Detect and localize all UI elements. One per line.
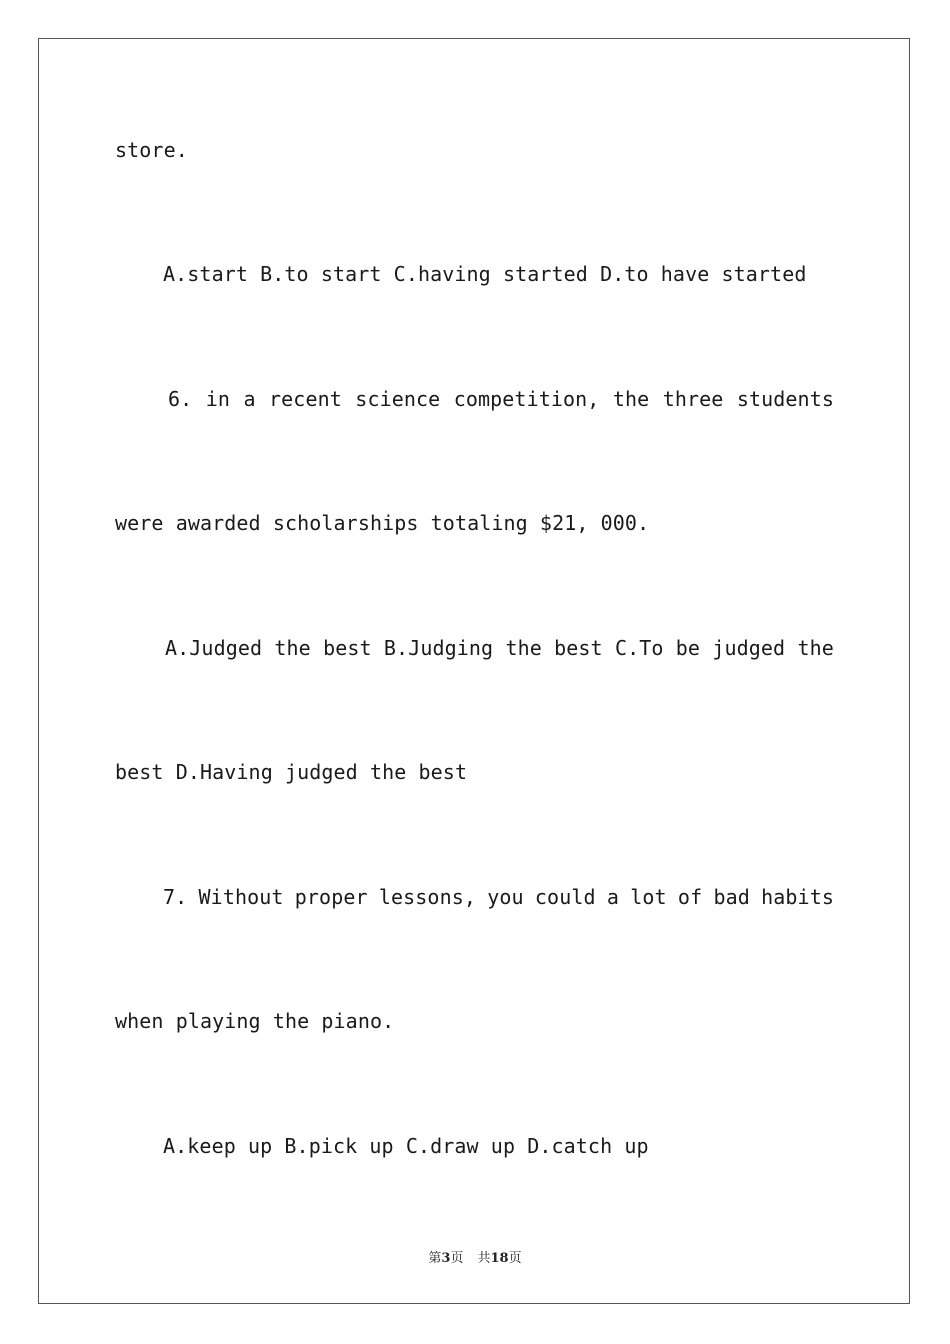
word: science bbox=[355, 387, 441, 411]
word: A.Judged bbox=[165, 636, 263, 660]
word: B.Judging bbox=[383, 636, 494, 660]
word: lot bbox=[630, 885, 667, 909]
word: Without bbox=[198, 885, 284, 909]
word: 6. bbox=[168, 387, 193, 411]
page-frame bbox=[38, 38, 910, 1304]
question-6-stem-line-2: were awarded scholarships totaling $21, 000. bbox=[115, 511, 650, 535]
question-7-options: A.keep up B.pick up C.draw up D.catch up bbox=[163, 1134, 649, 1158]
word: bad bbox=[713, 885, 750, 909]
word: C.To bbox=[614, 636, 664, 660]
question-5-options: A.start B.to start C.having started D.to have started bbox=[163, 262, 807, 286]
word: three bbox=[662, 387, 724, 411]
question-6-options-line-1 bbox=[165, 636, 834, 660]
word: the bbox=[505, 636, 542, 660]
word: a bbox=[243, 387, 256, 411]
page-suffix: 页 bbox=[450, 1251, 464, 1266]
word: the bbox=[797, 636, 834, 660]
question-6-stem-line-1 bbox=[168, 387, 834, 411]
word: of bbox=[677, 885, 703, 909]
word: habits bbox=[761, 885, 834, 909]
word: best bbox=[554, 636, 603, 660]
word: the bbox=[274, 636, 311, 660]
word: could bbox=[534, 885, 596, 909]
word: recent bbox=[269, 387, 342, 411]
word: in bbox=[205, 387, 231, 411]
word: a bbox=[606, 885, 620, 909]
word: be bbox=[675, 636, 701, 660]
total-prefix: 共 bbox=[477, 1251, 491, 1266]
question-7-stem-line-1 bbox=[163, 885, 834, 909]
word: proper bbox=[294, 885, 368, 909]
page-number: 3 bbox=[441, 1251, 451, 1266]
word: 7. bbox=[163, 885, 188, 909]
word: students bbox=[736, 387, 834, 411]
question-7-stem-line-2: when playing the piano. bbox=[115, 1009, 395, 1033]
total-pages: 18 bbox=[490, 1251, 509, 1266]
word: competition, bbox=[453, 387, 600, 411]
word: lessons, bbox=[378, 885, 476, 909]
word: the bbox=[612, 387, 650, 411]
total-suffix: 页 bbox=[508, 1251, 522, 1266]
question-6-options-line-2: best D.Having judged the best bbox=[115, 760, 468, 784]
word: you bbox=[487, 885, 524, 909]
word: best bbox=[323, 636, 372, 660]
word: judged bbox=[712, 636, 786, 660]
page-footer bbox=[0, 1247, 950, 1266]
text-line-continuation-store: store. bbox=[115, 138, 188, 162]
page-prefix: 第 bbox=[428, 1251, 442, 1266]
